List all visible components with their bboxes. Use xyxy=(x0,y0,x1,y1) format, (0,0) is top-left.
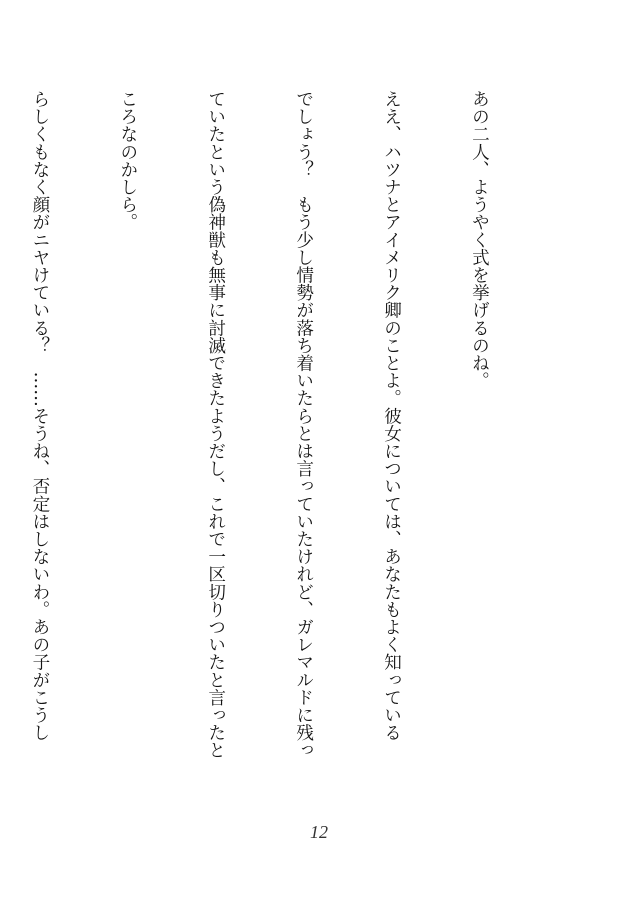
text-line: らしくもなく顔がニヤけている？ ……そうね、否定はしないわ。あの子がこうし xyxy=(29,90,50,742)
text-line: ええ、ハツナとアイメリク卿のことよ。彼女については、あなたもよく知っている xyxy=(381,90,402,742)
vertical-body-text xyxy=(0,90,552,795)
text-line: ころなのかしら。 xyxy=(117,90,138,231)
text-line: でしょう？ もう少し情勢が落ち着いたらとは言っていたけれど、ガレマルドに残っ xyxy=(293,90,314,759)
page-number: 12 xyxy=(310,822,328,842)
text-line: あの二人、ようやく式を挙げるのね。 xyxy=(469,90,490,390)
text-line: ていたという偽神獣も無事に討滅できたようだし、これで一区切りついたと言ったと xyxy=(205,90,226,759)
